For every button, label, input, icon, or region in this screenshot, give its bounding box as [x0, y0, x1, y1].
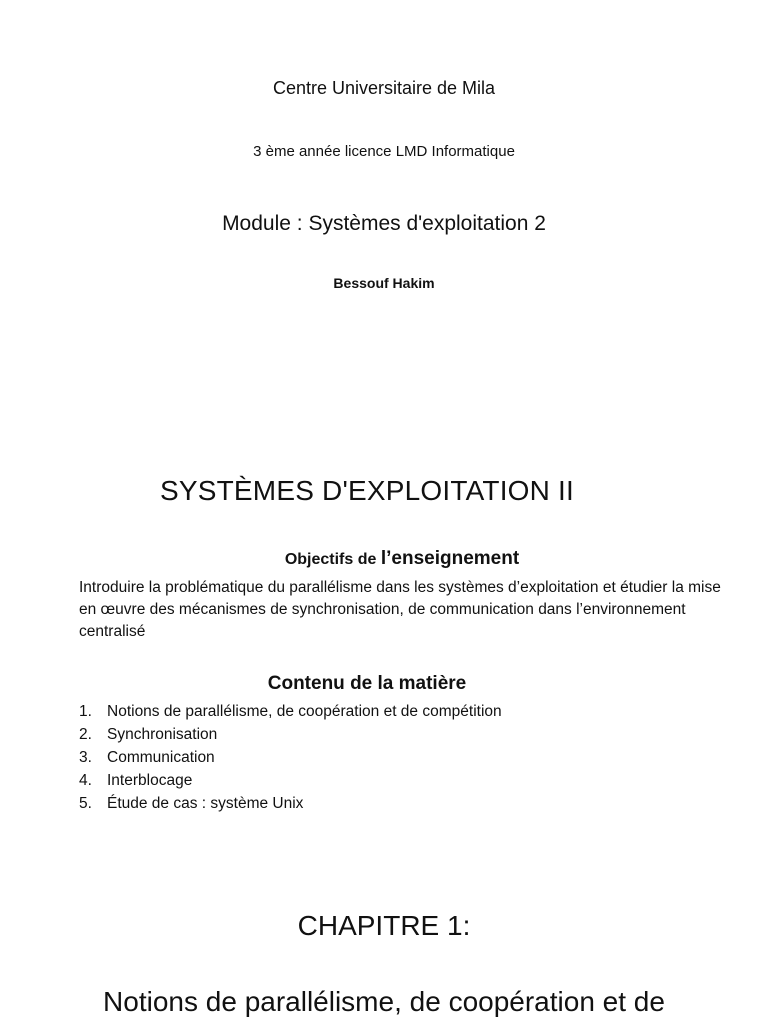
author-name: Bessouf Hakim [333, 275, 435, 291]
list-item [79, 792, 502, 815]
content-heading: Contenu de la matière [267, 673, 467, 694]
list-item-number: 1. [79, 703, 92, 720]
chapter-subtitle: Notions de parallélisme, de coopération et de [103, 986, 665, 1017]
list-item-text: Interblocage [107, 772, 193, 789]
list-item [79, 700, 502, 723]
objectives-heading [0, 548, 768, 570]
list-item [79, 769, 502, 792]
chapter-title: CHAPITRE 1: [297, 910, 471, 941]
objectives-text: Introduire la problématique du parallélisme dans les systèmes d’exploitation et étudier la mise en œuvre des mécanismes de synchronisation, de communication dans l’environnement centralisé [79, 579, 721, 640]
content-list [79, 700, 502, 815]
list-item-text: Synchronisation [107, 726, 218, 743]
objectives-heading-prefix: Objectifs de [284, 551, 381, 568]
list-item-text: Notions de parallélisme, de coopération et de compétition [107, 703, 502, 720]
study-year: 3 ème année licence LMD Informatique [253, 143, 515, 160]
list-item-number: 3. [79, 749, 92, 766]
list-item-number: 5. [79, 795, 92, 812]
list-item-text: Communication [107, 749, 215, 766]
list-item [79, 723, 502, 746]
list-item [79, 746, 502, 769]
list-item-text: Étude de cas : système Unix [107, 795, 304, 812]
module-title: Module : Systèmes d'exploitation 2 [222, 212, 546, 235]
institution-name: Centre Universitaire de Mila [272, 78, 496, 98]
list-item-number: 4. [79, 772, 92, 789]
objectives-heading-suffix: l’enseignement [380, 548, 520, 569]
course-title: SYSTÈMES D'EXPLOITATION II [159, 475, 575, 506]
list-item-number: 2. [79, 726, 92, 743]
